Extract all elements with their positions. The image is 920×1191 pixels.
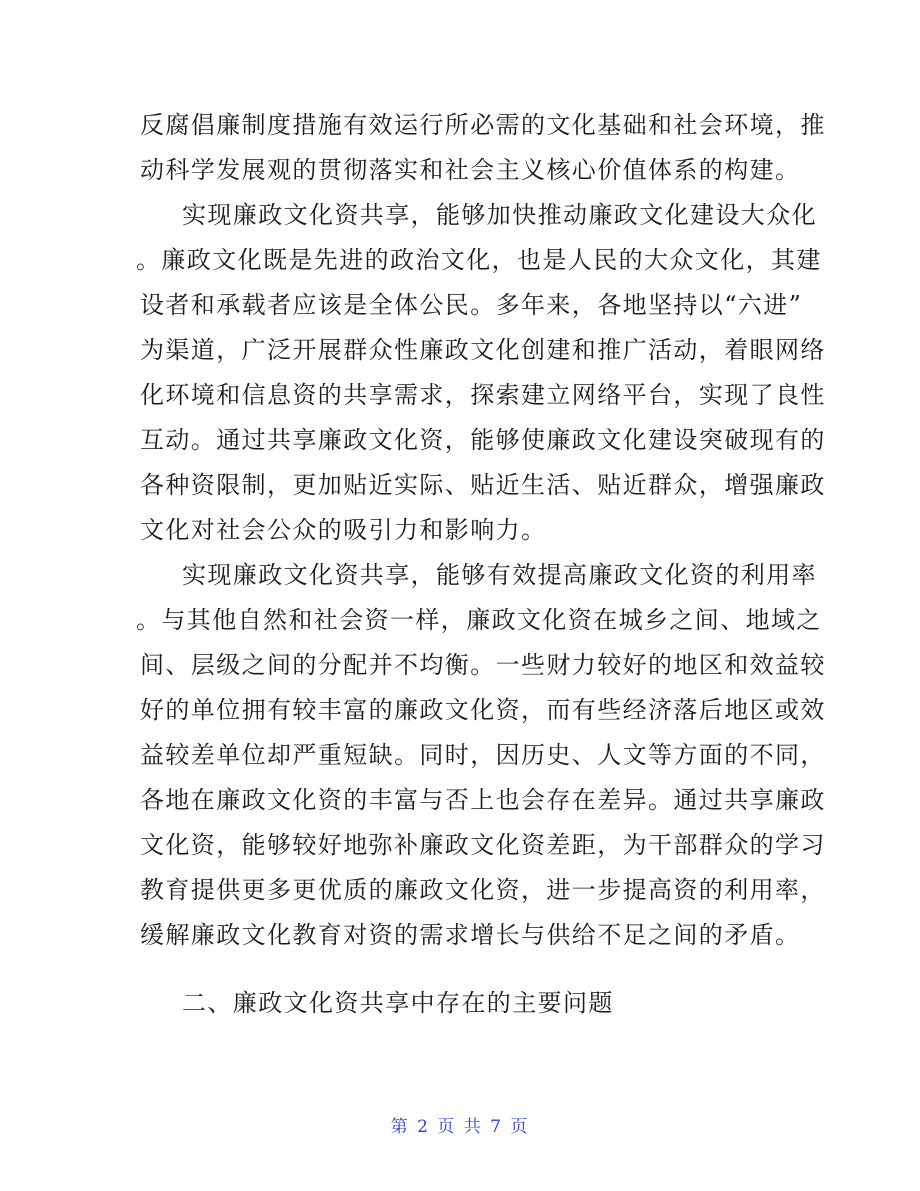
- paragraph-3-line-7: 文化资，能够较好地弥补廉政文化资差距，为干部群众的学习: [140, 831, 826, 859]
- section-heading: 二、廉政文化资共享中存在的主要问题: [182, 989, 614, 1017]
- page-number-footer: [0, 1112, 920, 1137]
- paragraph-1-line-1: 反腐倡廉制度措施有效运行所必需的文化基础和社会环境，推: [140, 111, 826, 139]
- footer-label-total-unit: 页: [510, 1117, 530, 1137]
- paragraph-2-line-8: 文化对社会公众的吸引力和影响力。: [140, 516, 547, 544]
- paragraph-3-line-4: 好的单位拥有较丰富的廉政文化资，而有些经济落后地区或效: [140, 696, 826, 724]
- paragraph-2-line-2: 。廉政文化既是先进的政治文化，也是人民的大众文化，其建: [136, 246, 822, 274]
- paragraph-3-line-8: 教育提供更多更优质的廉政文化资，进一步提高资的利用率，: [140, 876, 826, 904]
- paragraph-2-line-7: 各种资限制，更加贴近实际、贴近生活、贴近群众，增强廉政: [140, 471, 826, 499]
- paragraph-2-line-3: 设者和承载者应该是全体公民。多年来，各地坚持以“六进”: [140, 291, 803, 319]
- paragraph-3-line-2: 。与其他自然和社会资一样，廉政文化资在城乡之间、地域之: [136, 606, 822, 634]
- footer-current-page: 2: [417, 1117, 430, 1137]
- footer-total-pages: 7: [490, 1117, 503, 1137]
- paragraph-3-line-3: 间、层级之间的分配并不均衡。一些财力较好的地区和效益较: [140, 651, 826, 679]
- paragraph-1-line-2: 动科学发展观的贯彻落实和社会主义核心价值体系的构建。: [140, 156, 801, 184]
- footer-label-total: 共: [463, 1117, 483, 1137]
- paragraph-3-line-1: 实现廉政文化资共享，能够有效提高廉政文化资的利用率: [182, 561, 817, 589]
- paragraph-3-line-9: 缓解廉政文化教育对资的需求增长与供给不足之间的矛盾。: [140, 921, 801, 949]
- paragraph-2-line-4: 为渠道，广泛开展群众性廉政文化创建和推广活动，着眼网络: [140, 336, 826, 364]
- footer-label-page: 第: [390, 1117, 410, 1137]
- paragraph-3-line-5: 益较差单位却严重短缺。同时，因历史、人文等方面的不同，: [140, 741, 826, 769]
- paragraph-2-line-6: 互动。通过共享廉政文化资，能够使廉政文化建设突破现有的: [140, 426, 826, 454]
- paragraph-2-line-5: 化环境和信息资的共享需求，探索建立网络平台，实现了良性: [140, 381, 826, 409]
- paragraph-3-line-6: 各地在廉政文化资的丰富与否上也会存在差异。通过共享廉政: [140, 786, 826, 814]
- footer-label-page-unit: 页: [437, 1117, 457, 1137]
- paragraph-2-line-1: 实现廉政文化资共享，能够加快推动廉政文化建设大众化: [182, 201, 817, 229]
